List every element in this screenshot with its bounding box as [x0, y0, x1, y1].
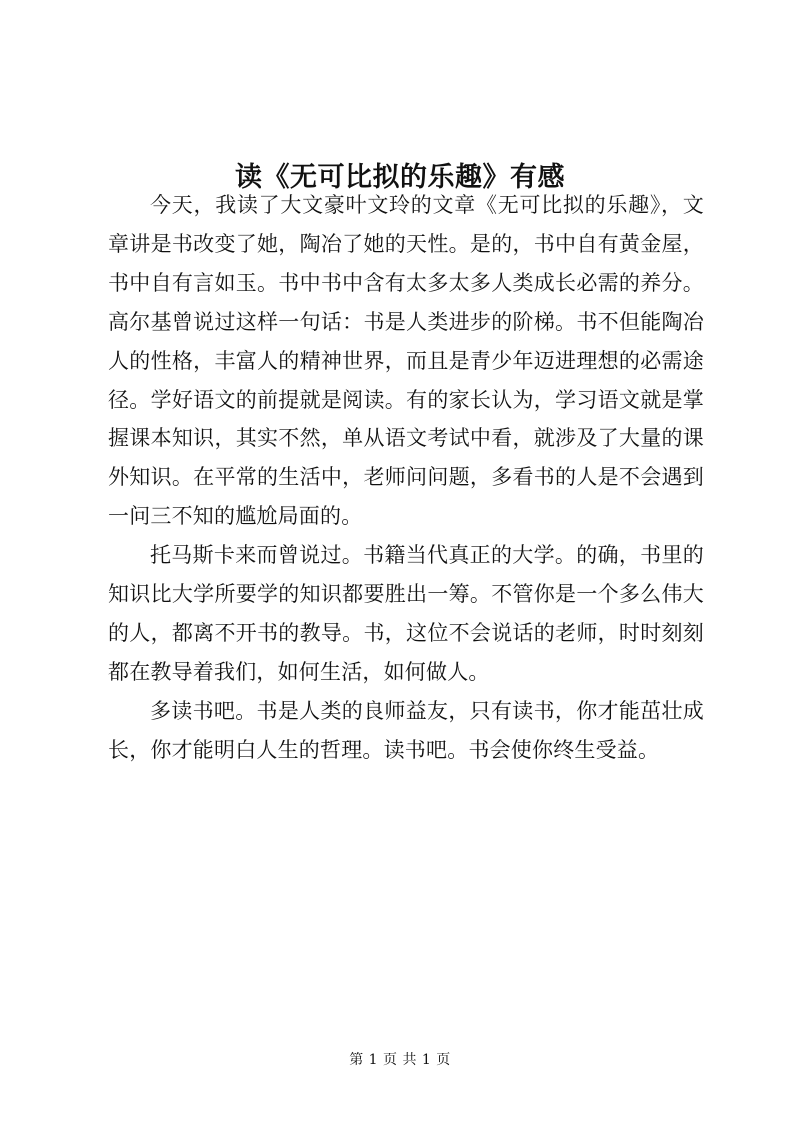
document-body [108, 186, 704, 770]
document-title: 读《无可比拟的乐趣》有感 [235, 162, 565, 194]
paragraph-1: 今天，我读了大文豪叶文玲的文章《无可比拟的乐趣》，文章讲是书改变了她，陶冶了她的天性。是的，书中自有黄金屋，书中自有言如玉。书中书中含有太多太多人类成长必需的养分。高尔基曾说过这样一句话：书是人类进步的阶梯。书不但能陶冶人的性格，丰富人的精神世界，而且是青少年迈进理想的必需途径。学好语文的前提就是阅读。有的家长认为，学习语文就是掌握课本知识，其实不然，单从语文考试中看，就涉及了大量的课外知识。在平常的生活中，老师问问题，多看书的人是不会遇到一问三不知的尴尬局面的。 [108, 193, 704, 529]
page-footer: 第 1 页 共 1 页 [349, 1052, 451, 1068]
paragraph-2: 托马斯卡来而曾说过。书籍当代真正的大学。的确，书里的知识比大学所要学的知识都要胜出一筹。不管你是一个多么伟大的人，都离不开书的教导。书，这位不会说话的老师，时时刻刻都在教导着我们，如何生活，如何做人。 [108, 543, 704, 684]
paragraph-3: 多读书吧。书是人类的良师益友，只有读书，你才能茁壮成长，你才能明白人生的哲理。读书吧。书会使你终生受益。 [108, 698, 704, 762]
